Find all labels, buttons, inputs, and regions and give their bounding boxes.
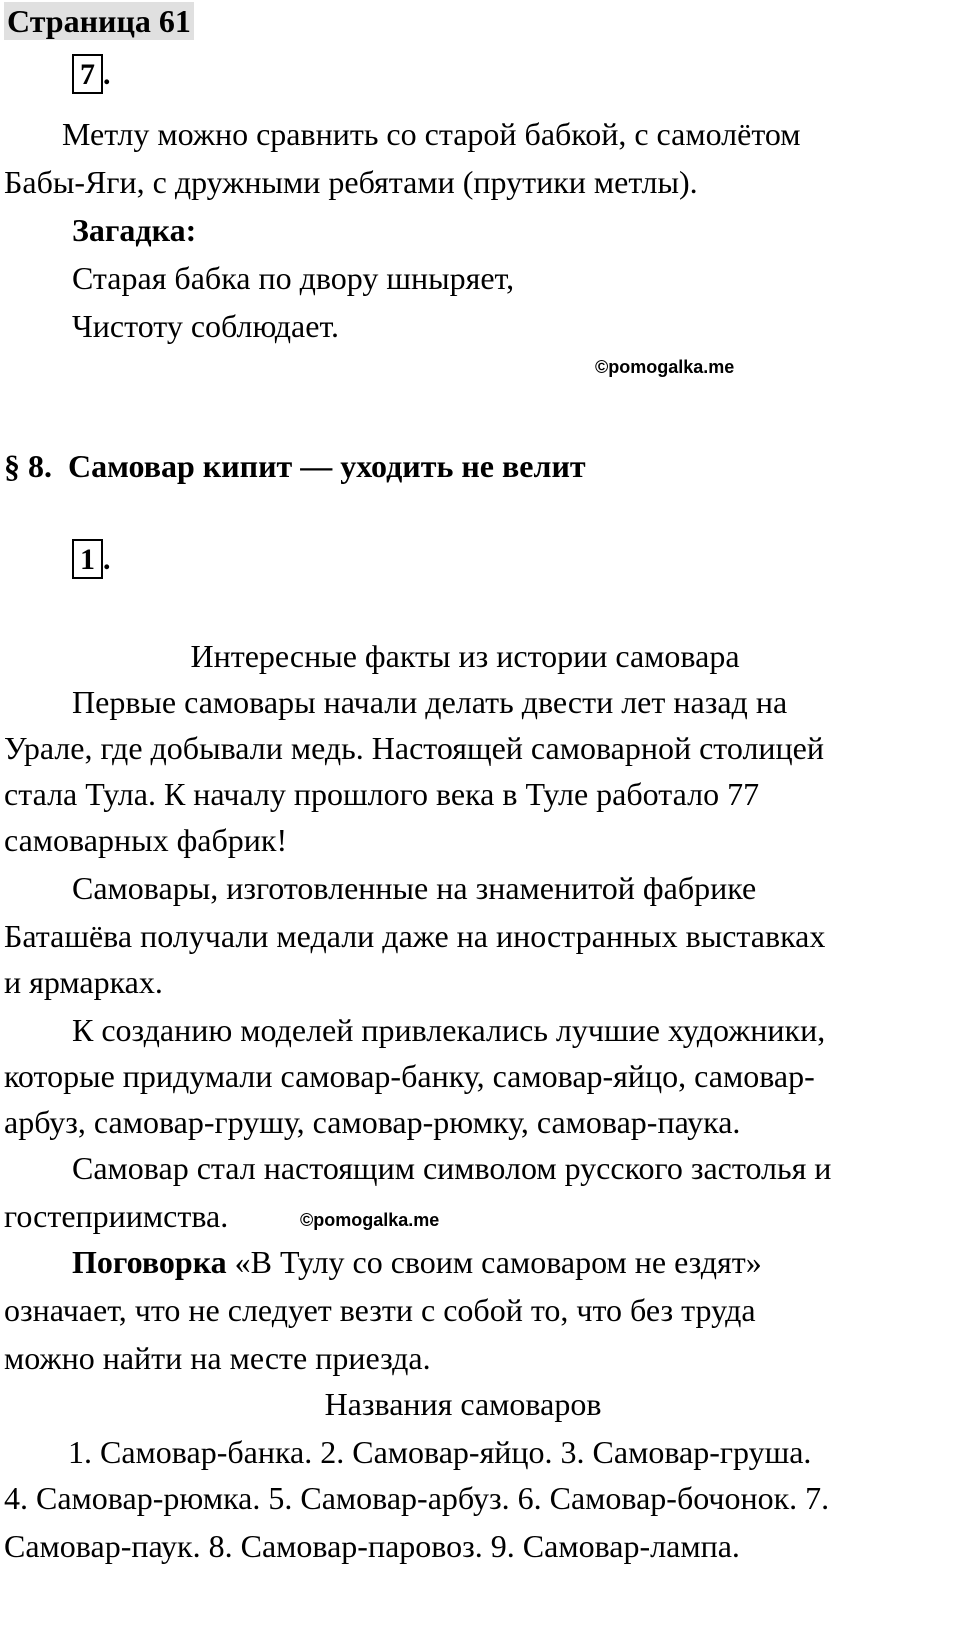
facts-line: Первые самовары начали делать двести лет назад на xyxy=(72,684,788,720)
facts-line: К созданию моделей привлекались лучшие художники, xyxy=(72,1012,826,1048)
task-number-box: 1 xyxy=(72,539,103,579)
watermark: ©pomogalka.me xyxy=(595,357,735,377)
saying-line: означает, что не следует везти с собой то, что без труда xyxy=(4,1292,756,1328)
task-number-box: 7 xyxy=(72,54,103,94)
facts-line: которые придумали самовар-банку, самовар-яйцо, самовар- xyxy=(4,1058,815,1094)
facts-line: Самовары, изготовленные на знаменитой фабрике xyxy=(72,870,757,906)
facts-line: Самовар стал настоящим символом русского застолья и xyxy=(72,1150,832,1186)
task-number-dot: . xyxy=(103,58,111,91)
facts-line: Баташёва получали медали даже на иностранных выставках xyxy=(4,918,826,954)
facts-line: и ярмарках. xyxy=(4,964,163,1000)
facts-line: гостеприимства. xyxy=(4,1198,229,1234)
page-title: Страница 61 xyxy=(4,2,194,40)
facts-title: Интересные факты из истории самовара xyxy=(190,638,740,674)
watermark: ©pomogalka.me xyxy=(300,1210,440,1230)
task-7-number xyxy=(72,58,111,92)
facts-line: арбуз, самовар-грушу, самовар-рюмку, самовар-паука. xyxy=(4,1104,741,1140)
saying-text: «В Тулу со своим самоваром не ездят» xyxy=(226,1244,762,1280)
riddle-label: Загадка: xyxy=(72,212,197,248)
names-line: 1. Самовар-банка. 2. Самовар-яйцо. 3. Самовар-груша. xyxy=(68,1434,812,1470)
saying-label: Поговорка xyxy=(72,1244,227,1280)
saying-line: можно найти на месте приезда. xyxy=(4,1340,431,1376)
facts-line: Урале, где добывали медь. Настоящей самоварной столицей xyxy=(4,730,824,766)
names-line: 4. Самовар-рюмка. 5. Самовар-арбуз. 6. Самовар-бочонок. 7. xyxy=(4,1480,830,1516)
names-line: Самовар-паук. 8. Самовар-паровоз. 9. Самовар-лампа. xyxy=(4,1528,740,1564)
task-7-line: Метлу можно сравнить со старой бабкой, с самолётом xyxy=(62,116,801,152)
section-heading: § 8. Самовар кипит — уходить не велит xyxy=(4,448,586,484)
riddle-line: Старая бабка по двору шныряет, xyxy=(72,260,515,296)
task-7-line: Бабы-Яги, с дружными ребятами (прутики метлы). xyxy=(4,164,698,200)
saying-line xyxy=(72,1238,762,1286)
facts-line: стала Тула. К началу прошлого века в Туле работало 77 xyxy=(4,776,760,812)
names-title: Названия самоваров xyxy=(324,1386,602,1422)
task-number-dot: . xyxy=(103,543,111,576)
task-1-number xyxy=(72,543,111,577)
riddle-line: Чистоту соблюдает. xyxy=(72,308,340,344)
facts-line: самоварных фабрик! xyxy=(4,822,288,858)
